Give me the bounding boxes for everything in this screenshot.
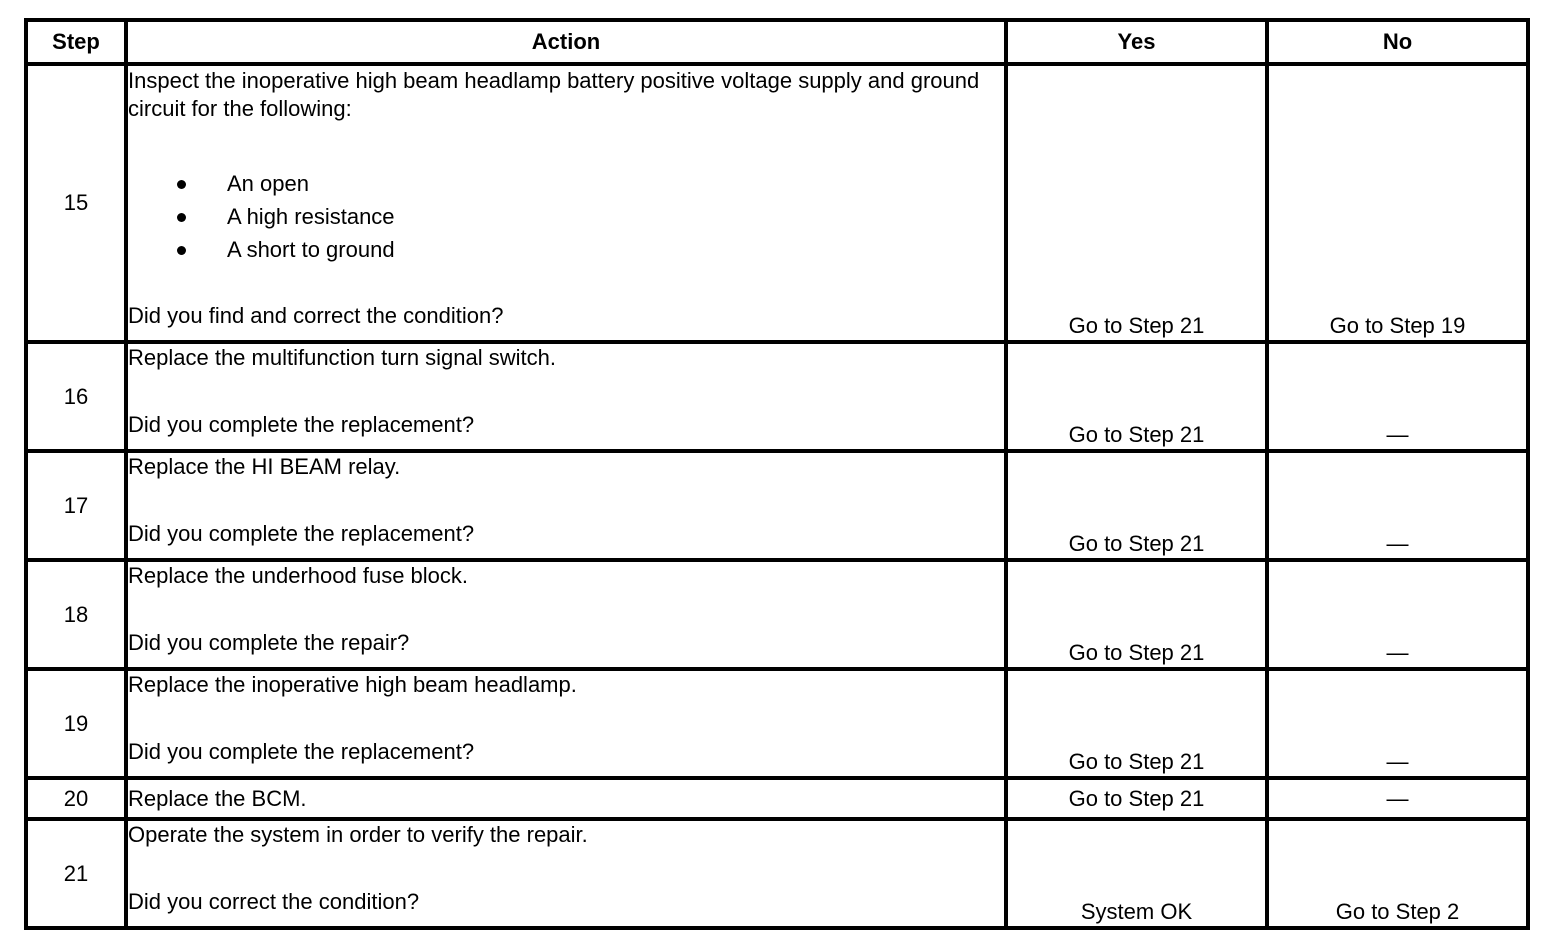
yes-result: System OK xyxy=(1006,819,1267,928)
header-step: Step xyxy=(26,20,126,64)
action-text: Replace the underhood fuse block. xyxy=(128,563,469,588)
yes-result: Go to Step 21 xyxy=(1006,560,1267,669)
list-item: A short to ground xyxy=(128,233,1004,266)
list-item: An open xyxy=(128,167,1004,200)
action-cell xyxy=(126,669,1006,778)
step-number: 17 xyxy=(26,451,126,560)
bullet-icon xyxy=(177,180,186,189)
step-number: 19 xyxy=(26,669,126,778)
action-question: Did you correct the condition? xyxy=(128,889,420,914)
action-question: Did you complete the replacement? xyxy=(128,521,475,546)
list-item: A high resistance xyxy=(128,200,1004,233)
table-row xyxy=(26,669,1528,778)
header-no: No xyxy=(1267,20,1528,64)
table-row xyxy=(26,342,1528,451)
action-cell xyxy=(126,451,1006,560)
condition-list xyxy=(128,167,1004,266)
step-number: 18 xyxy=(26,560,126,669)
action-cell xyxy=(126,819,1006,928)
action-text: Replace the HI BEAM relay. xyxy=(128,454,401,479)
step-number: 16 xyxy=(26,342,126,451)
step-number: 20 xyxy=(26,778,126,819)
diagnostic-table xyxy=(24,18,1530,930)
no-result: — xyxy=(1267,342,1528,451)
action-question: Did you complete the repair? xyxy=(128,630,410,655)
action-text: Operate the system in order to verify the repair. xyxy=(128,822,588,847)
action-text: Replace the inoperative high beam headlamp. xyxy=(128,672,577,697)
header-action: Action xyxy=(126,20,1006,64)
action-question: Did you complete the replacement? xyxy=(128,739,475,764)
no-result: Go to Step 2 xyxy=(1267,819,1528,928)
no-result: — xyxy=(1267,451,1528,560)
table-row xyxy=(26,64,1528,342)
no-result: — xyxy=(1267,669,1528,778)
step-number: 21 xyxy=(26,819,126,928)
action-cell xyxy=(126,778,1006,819)
header-yes: Yes xyxy=(1006,20,1267,64)
table-row xyxy=(26,778,1528,819)
yes-result: Go to Step 21 xyxy=(1006,669,1267,778)
yes-result: Go to Step 21 xyxy=(1006,64,1267,342)
no-result: — xyxy=(1267,560,1528,669)
action-text: Replace the multifunction turn signal switch. xyxy=(128,345,556,370)
action-cell xyxy=(126,560,1006,669)
action-question: Did you complete the replacement? xyxy=(128,412,475,437)
bullet-icon xyxy=(177,213,186,222)
action-cell xyxy=(126,342,1006,451)
no-result: — xyxy=(1267,778,1528,819)
bullet-icon xyxy=(177,246,186,255)
table-row xyxy=(26,819,1528,928)
yes-result: Go to Step 21 xyxy=(1006,451,1267,560)
yes-result: Go to Step 21 xyxy=(1006,342,1267,451)
step-number: 15 xyxy=(26,64,126,342)
action-cell xyxy=(126,64,1006,342)
action-text: Inspect the inoperative high beam headlamp battery positive voltage supply and ground circuit for the following: xyxy=(128,68,980,121)
yes-result: Go to Step 21 xyxy=(1006,778,1267,819)
table-row xyxy=(26,560,1528,669)
table-row xyxy=(26,451,1528,560)
no-result: Go to Step 19 xyxy=(1267,64,1528,342)
header-row xyxy=(26,20,1528,64)
action-question: Did you find and correct the condition? xyxy=(128,303,504,328)
action-text: Replace the BCM. xyxy=(128,785,307,811)
